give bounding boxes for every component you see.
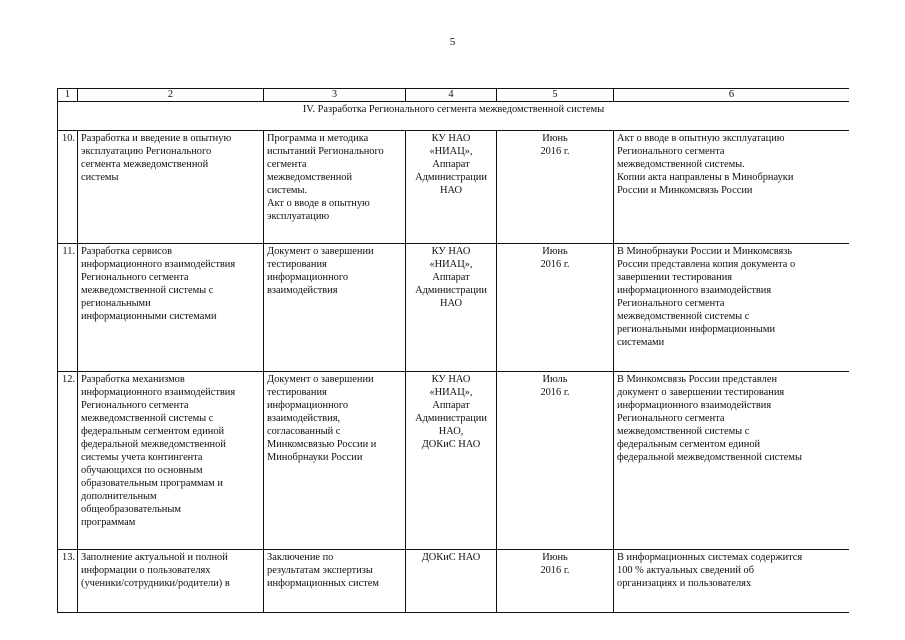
responsible-cell: ДОКиС НАО xyxy=(406,550,497,613)
result-cell: Акт о вводе в опытную эксплуатацию Регионального сегмента межведомственной системы. Копии акта направлены в Минобрнауки России и Минкомсвязь России xyxy=(614,131,850,244)
column-header: 5 xyxy=(497,89,614,102)
result-cell: В информационных системах содержится 100 % актуальных сведений об организациях и пользователях xyxy=(614,550,850,613)
document-cell: Документ о завершении тестирования информационного взаимодействия, согласованный с Минкомсвязью России и Минобрнауки России xyxy=(264,372,406,550)
column-header: 6 xyxy=(614,89,850,102)
row-number: 12. xyxy=(58,372,78,550)
responsible-cell: КУ НАО «НИАЦ», Аппарат Администрации НАО xyxy=(406,244,497,372)
plan-table-container xyxy=(57,88,849,640)
table-row xyxy=(58,131,850,244)
deadline-cell: Июнь 2016 г. xyxy=(497,244,614,372)
table-row xyxy=(58,244,850,372)
section-title: IV. Разработка Регионального сегмента межведомственной системы xyxy=(58,102,850,131)
deadline-cell: Июль 2016 г. xyxy=(497,372,614,550)
document-cell: Заключение по результатам экспертизы информационных систем xyxy=(264,550,406,613)
responsible-cell: КУ НАО «НИАЦ», Аппарат Администрации НАО xyxy=(406,131,497,244)
row-number: 11. xyxy=(58,244,78,372)
table-row xyxy=(58,550,850,613)
document-cell: Документ о завершении тестирования информационного взаимодействия xyxy=(264,244,406,372)
row-number: 10. xyxy=(58,131,78,244)
deadline-cell: Июнь 2016 г. xyxy=(497,131,614,244)
column-header: 1 xyxy=(58,89,78,102)
plan-table xyxy=(57,88,849,613)
column-header: 3 xyxy=(264,89,406,102)
row-number: 13. xyxy=(58,550,78,613)
task-cell: Разработка сервисов информационного взаимодействия Регионального сегмента межведомственной системы с региональными информационными системами xyxy=(78,244,264,372)
column-number-row xyxy=(58,89,850,102)
page-number: 5 xyxy=(449,36,456,48)
section-heading-row xyxy=(58,102,850,131)
deadline-cell: Июнь 2016 г. xyxy=(497,550,614,613)
column-header: 2 xyxy=(78,89,264,102)
task-cell: Разработка и введение в опытную эксплуатацию Регионального сегмента межведомственной системы xyxy=(78,131,264,244)
column-header: 4 xyxy=(406,89,497,102)
responsible-cell: КУ НАО «НИАЦ», Аппарат Администрации НАО, ДОКиС НАО xyxy=(406,372,497,550)
task-cell: Заполнение актуальной и полной информации о пользователях (ученики/сотрудники/родители) в xyxy=(78,550,264,613)
result-cell: В Минкомсвязь России представлен документ о завершении тестирования информационного взаимодействия Регионального сегмента межведомственной системы с федеральным сегментом единой федеральной межведомственной системы xyxy=(614,372,850,550)
document-cell: Программа и методика испытаний Регионального сегмента межведомственной системы. Акт о вводе в опытную эксплуатацию xyxy=(264,131,406,244)
result-cell: В Минобрнауки России и Минкомсвязь России представлена копия документа о завершении тестирования информационного взаимодействия Регионального сегмента межведомственной системы с региональными информационными системами xyxy=(614,244,850,372)
table-row xyxy=(58,372,850,550)
task-cell: Разработка механизмов информационного взаимодействия Регионального сегмента межведомственной системы с федеральным сегментом единой федеральной межведомственной системы учета контингента обучающихся по основным образовательным программам и дополнительным общеобразовательным программам xyxy=(78,372,264,550)
